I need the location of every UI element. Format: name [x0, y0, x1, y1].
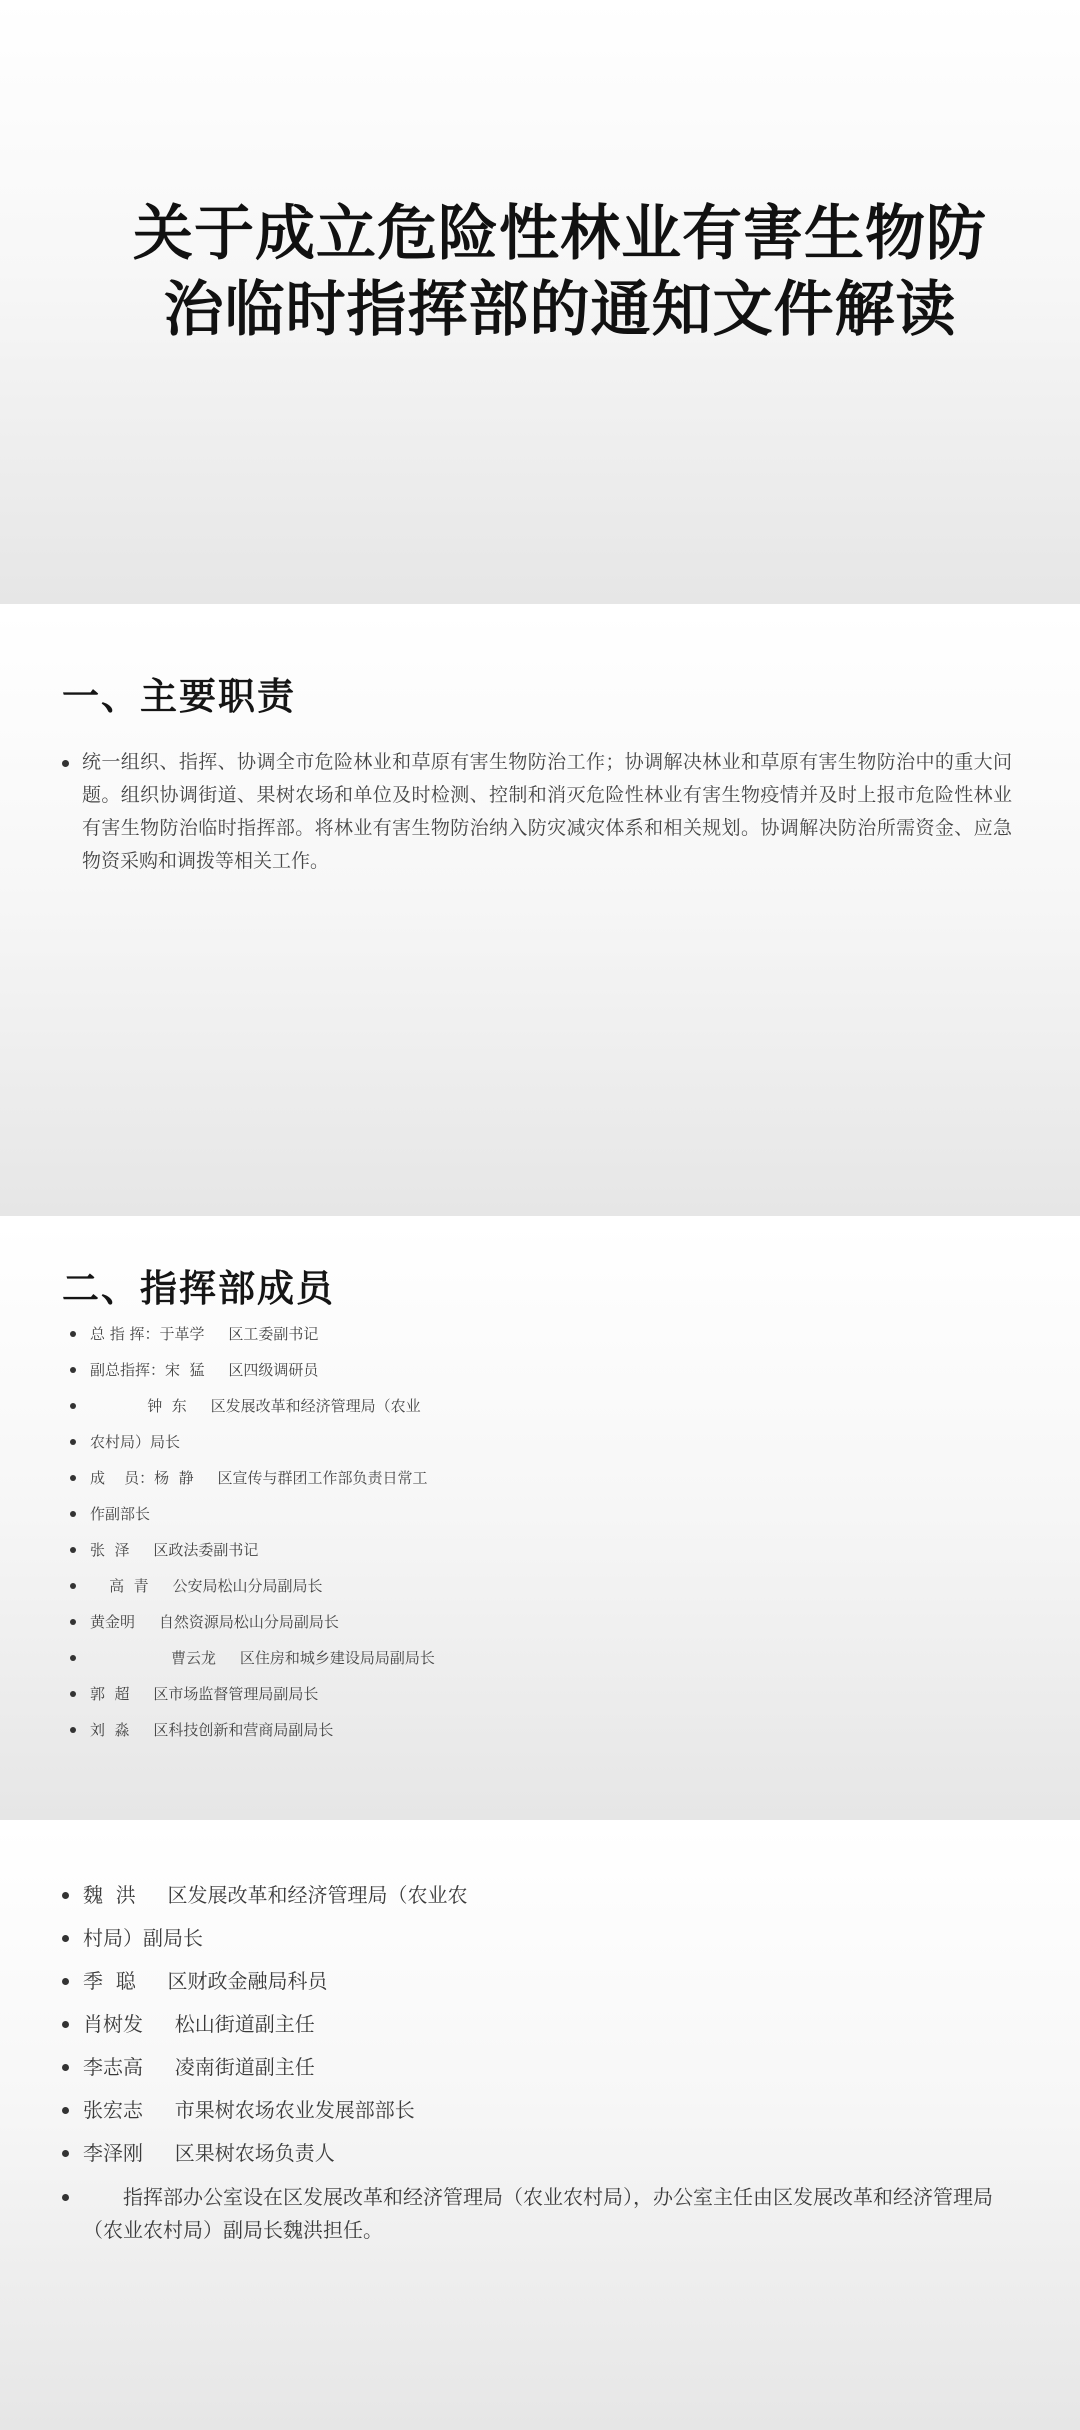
member-text: 高 青 公安局松山分局副局长 [90, 1577, 323, 1595]
bullet-icon [70, 1691, 76, 1697]
bullet-icon [70, 1331, 76, 1337]
member-item [60, 2046, 1020, 2089]
bullet-icon [70, 1439, 76, 1445]
member-text: 总 指 挥：于革学 区工委副书记 [90, 1325, 319, 1343]
member-item [68, 1460, 968, 1496]
member-item [60, 2132, 1020, 2175]
bullet-icon [62, 1935, 69, 1942]
bullet-icon [70, 1583, 76, 1589]
member-item [60, 1874, 1020, 1917]
member-text: 肖树发 松山街道副主任 [83, 2012, 315, 2036]
office-note-text: 指挥部办公室设在区发展改革和经济管理局（农业农村局），办公室主任由区发展改革和经济管理局（农业农村局）副局长魏洪担任。 [83, 2185, 993, 2242]
member-list-continued [60, 1874, 1020, 2247]
section-heading-members: 二、指挥部成员 [62, 1267, 335, 1310]
member-item [68, 1676, 968, 1712]
member-item [68, 1352, 968, 1388]
office-note-item [60, 2175, 1020, 2247]
member-text: 刘 淼 区科技创新和营商局副局长 [90, 1721, 334, 1739]
member-text: 农村局）局长 [90, 1433, 181, 1451]
member-text: 作副部长 [90, 1505, 151, 1523]
member-item [68, 1424, 968, 1460]
member-text: 李泽刚 区果树农场负责人 [83, 2141, 335, 2165]
bullet-icon [70, 1619, 76, 1625]
member-text: 村局）副局长 [83, 1926, 203, 1950]
member-item [68, 1388, 968, 1424]
bullet-icon [62, 2064, 69, 2071]
bullet-icon [70, 1475, 76, 1481]
bullet-icon [70, 1547, 76, 1553]
member-item [60, 2003, 1020, 2046]
member-item [60, 2089, 1020, 2132]
member-text: 魏 洪 区发展改革和经济管理局（农业农 [83, 1883, 468, 1907]
member-text: 张 泽 区政法委副书记 [90, 1541, 259, 1559]
section-heading-responsibilities: 一、主要职责 [62, 675, 296, 718]
bullet-icon [62, 2194, 69, 2201]
member-item [68, 1604, 968, 1640]
bullet-icon [70, 1727, 76, 1733]
bullet-icon [70, 1655, 76, 1661]
member-item [68, 1568, 968, 1604]
member-item [68, 1496, 968, 1532]
responsibilities-text: 统一组织、指挥、协调全市危险林业和草原有害生物防治工作；协调解决林业和草原有害生物防治中的重大问题。组织协调街道、果树农场和单位及时检测、控制和消灭危险性林业有害生物疫情并及时上报市危险性林业有害生物防治临时指挥部。将林业有害生物防治纳入防灾减灾体系和相关规划。协调解决防治所需资金、应急物资采购和调拨等相关工作。 [82, 751, 1012, 872]
member-item [60, 1960, 1020, 2003]
member-list [68, 1316, 968, 1748]
bullet-icon [70, 1511, 76, 1517]
bullet-icon [62, 1892, 69, 1899]
member-text: 副总指挥：宋 猛 区四级调研员 [90, 1361, 319, 1379]
bullet-icon [62, 1978, 69, 1985]
responsibilities-paragraph [62, 746, 1012, 878]
member-text: 李志高 凌南街道副主任 [83, 2055, 315, 2079]
member-item [68, 1316, 968, 1352]
member-text: 郭 超 区市场监督管理局副局长 [90, 1685, 319, 1703]
member-text: 成 员：杨 静 区宣传与群团工作部负责日常工 [90, 1469, 428, 1487]
title-slide [0, 0, 1080, 604]
document-title: 关于成立危险性林业有害生物防治临时指挥部的通知文件解读 [133, 199, 987, 345]
member-item [68, 1640, 968, 1676]
member-item [60, 1917, 1020, 1960]
bullet-icon [62, 2021, 69, 2028]
member-text: 季 聪 区财政金融局科员 [83, 1969, 328, 1993]
responsibilities-slide [0, 612, 1080, 1216]
bullet-icon [62, 2107, 69, 2114]
bullet-icon [62, 2150, 69, 2157]
members-slide [0, 1224, 1080, 1820]
member-text: 钟 东 区发展改革和经济管理局（农业 [90, 1397, 421, 1415]
member-item [68, 1712, 968, 1748]
member-item [68, 1532, 968, 1568]
members-continued-slide [0, 1826, 1080, 2430]
bullet-icon [70, 1403, 76, 1409]
bullet-icon [62, 760, 69, 767]
member-text: 曹云龙 区住房和城乡建设局局副局长 [90, 1649, 435, 1667]
member-text: 张宏志 市果树农场农业发展部部长 [83, 2098, 415, 2122]
member-text: 黄金明 自然资源局松山分局副局长 [90, 1613, 339, 1631]
bullet-icon [70, 1367, 76, 1373]
